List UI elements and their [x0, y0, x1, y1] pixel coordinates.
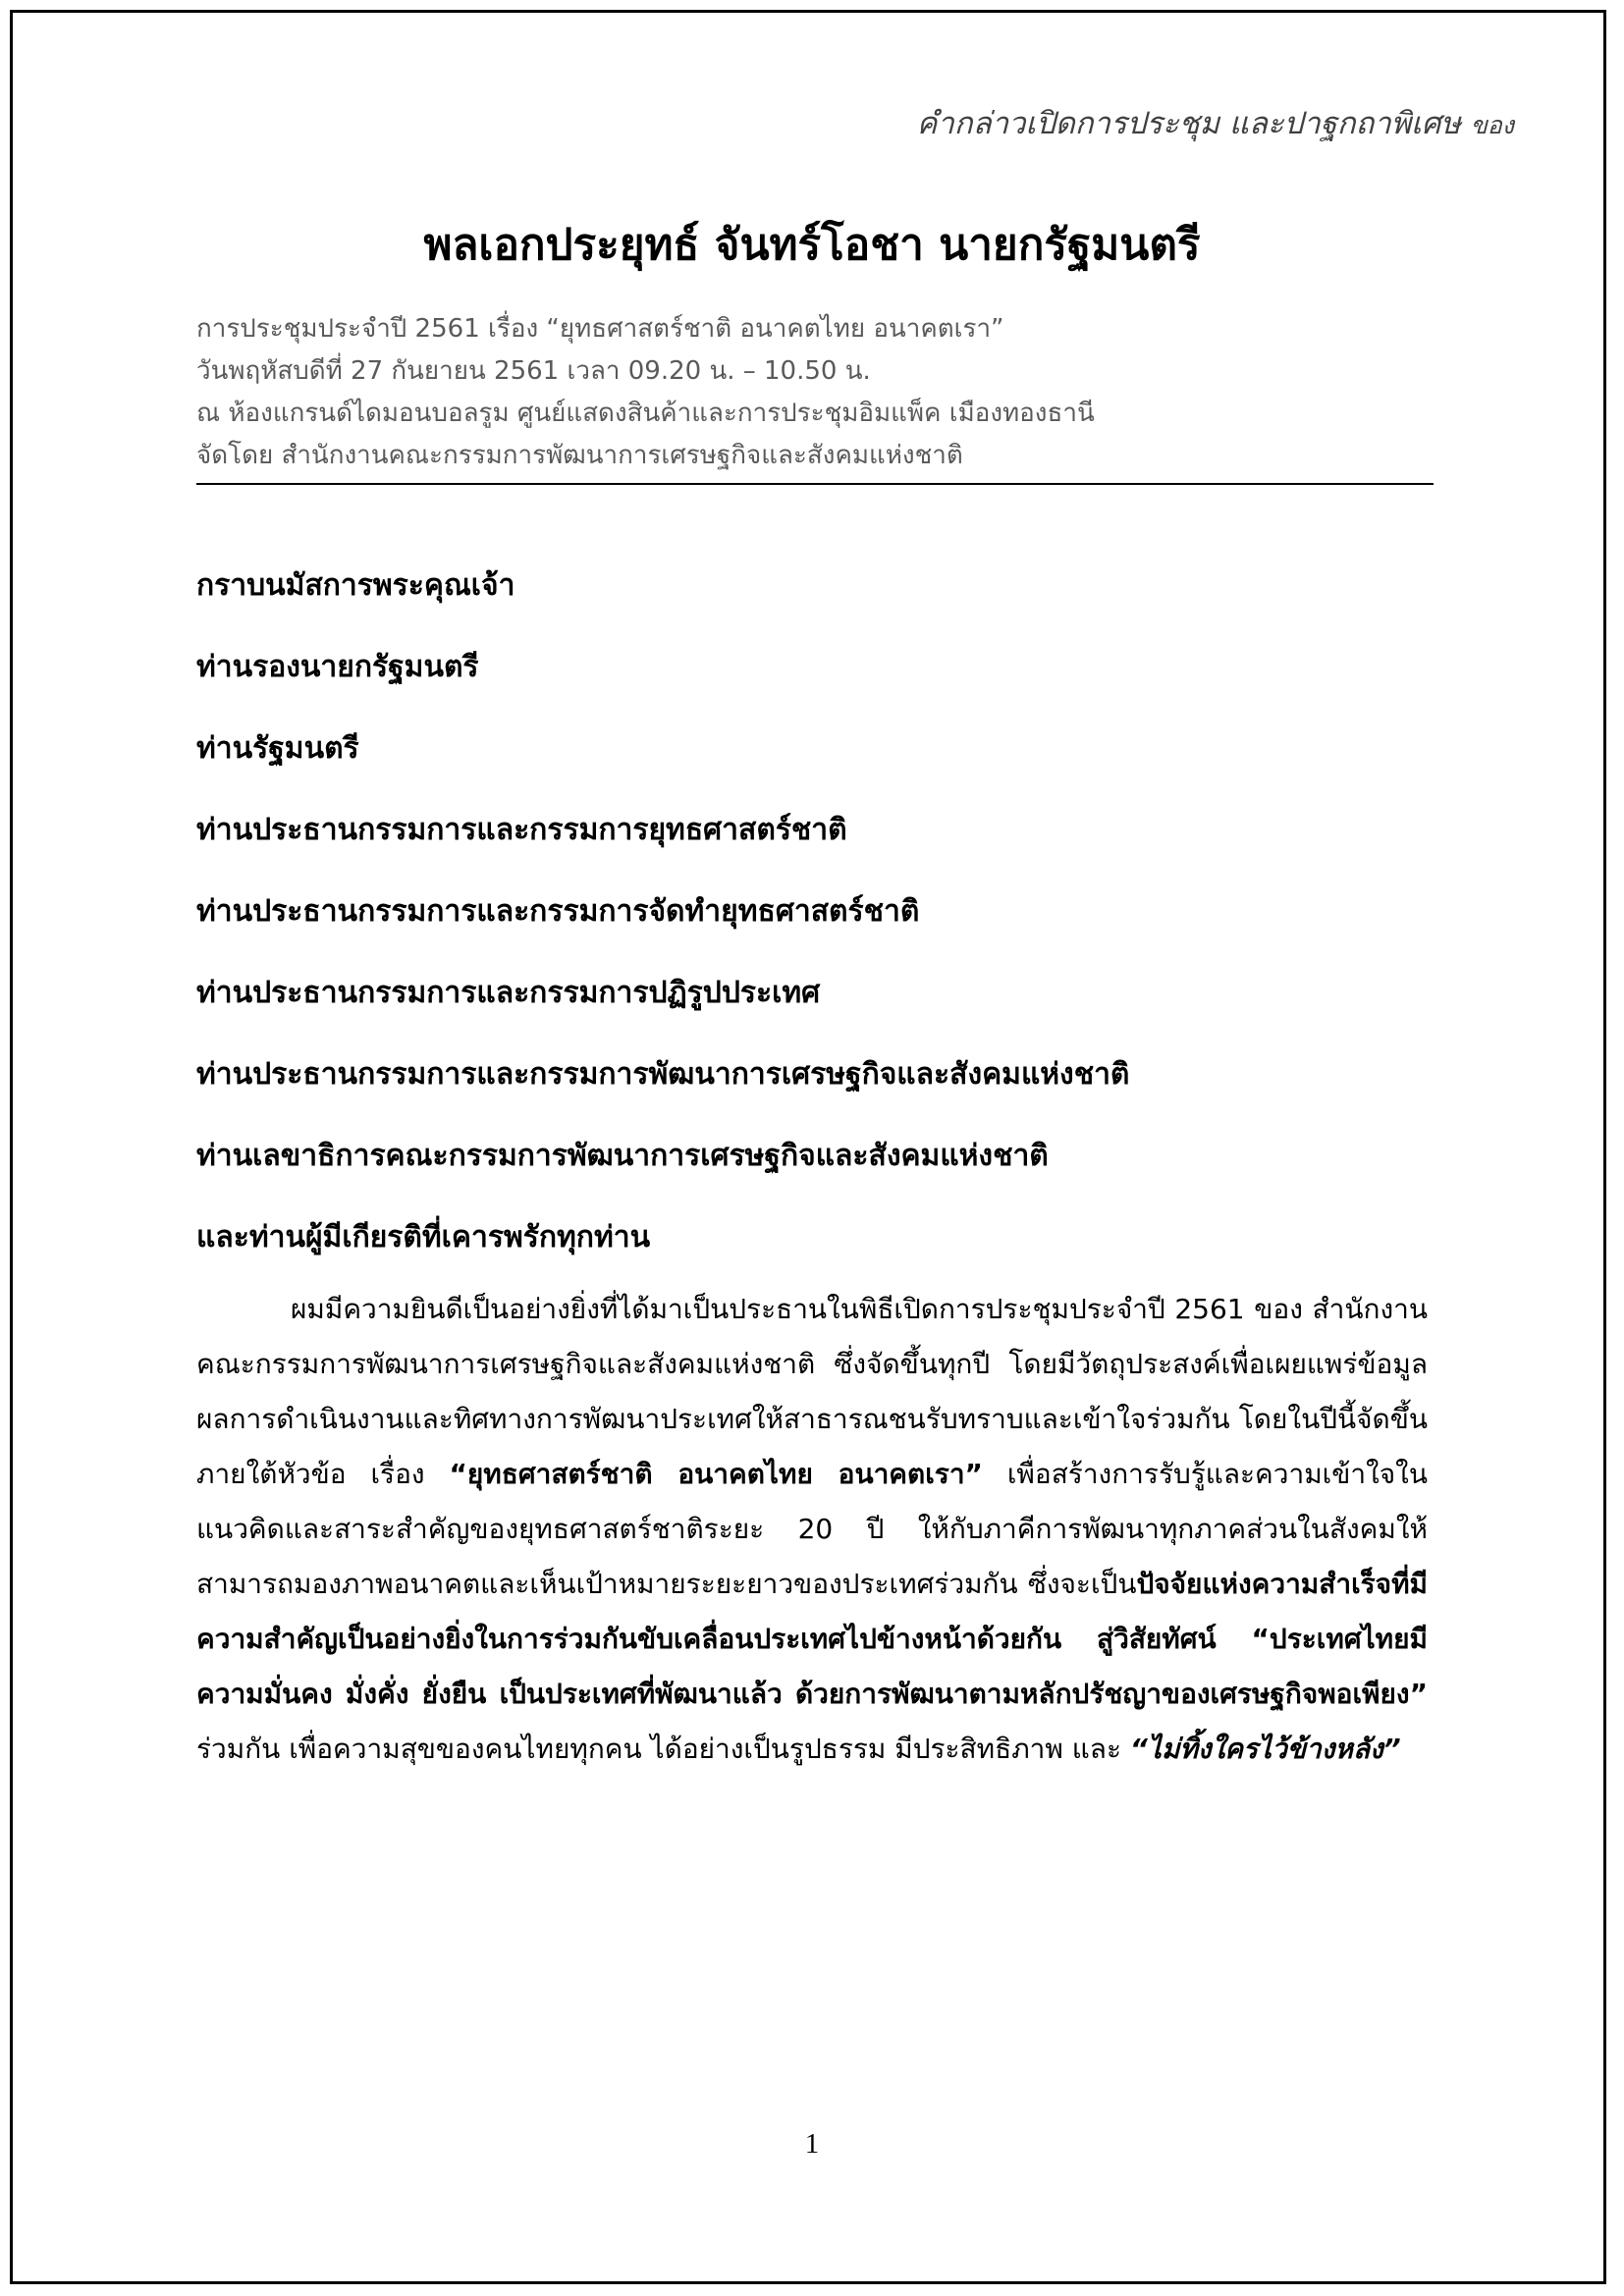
caption-suffix: ของ: [1470, 111, 1514, 139]
salutation-list: [196, 545, 1434, 1278]
body-text-segment: ร่วมกัน เพื่อความสุขของคนไทยทุกคน ได้อย่างเป็นรูปธรรม มีประสิทธิภาพ และ: [196, 1733, 1130, 1765]
event-meeting-line: การประชุมประจำปี 2561 เรื่อง “ยุทธศาสตร์ชาติ อนาคตไทย อนาคตเรา”: [196, 314, 1004, 344]
caption-text: คำกล่าวเปิดการประชุม และปาฐกถาพิเศษ: [916, 106, 1461, 141]
speech-body-paragraph: [196, 1282, 1428, 1777]
salutation-item: ท่านรองนายกรัฐมนตรี: [196, 650, 479, 684]
salutation-item: กราบนมัสการพระคุณเจ้า: [196, 568, 515, 603]
body-bold-segment: “ยุทธศาสตร์ชาติ อนาคตไทย อนาคตเรา”: [449, 1458, 983, 1490]
salutation-item: และท่านผู้มีเกียรติที่เคารพรักทุกท่าน: [196, 1220, 651, 1255]
salutation-item: ท่านประธานกรรมการและกรรมการจัดทำยุทธศาสตร์ชาติ: [196, 894, 920, 929]
event-organizer-line: จัดโดย สำนักงานคณะกรรมการพัฒนาการเศรษฐกิจและสังคมแห่งชาติ: [196, 441, 963, 470]
document-caption: [917, 98, 1514, 147]
event-venue-line: ณ ห้องแกรนด์ไดมอนบอลรูม ศูนย์แสดงสินค้าและการประชุมอิมแพ็ค เมืองทองธานี: [196, 399, 1095, 428]
salutation-item: ท่านประธานกรรมการและกรรมการพัฒนาการเศรษฐกิจและสังคมแห่งชาติ: [196, 1057, 1130, 1092]
event-date-line: วันพฤหัสบดีที่ 27 กันยายน 2561 เวลา 09.20 น. – 10.50 น.: [196, 356, 871, 386]
event-info-block: [196, 308, 1434, 485]
body-text-segment: ผมมีความยินดีเป็นอย่างยิ่งที่ได้มาเป็นประธานในพิธีเปิดการประชุมประจำปี 2561 ของ สำนักงานคณะกรรมการพัฒนาการเศรษฐกิจและสังคมแห่งชาติ ซึ่งจัดขึ้นทุกปี โดยมีวัตถุประสงค์เพื่อเผยแพร่ข้อมูลผลการดำเนินงานและทิศทางการพัฒนาประเทศให้สาธารณชนรับทราบและเข้าใจร่วมกัน โดยในปีนี้จัดขึ้นภายใต้หัวข้อ เรื่อง: [196, 1293, 1428, 1490]
body-bold-italic-segment: “ไม่ทิ้งใครไว้ข้างหลัง”: [1129, 1733, 1401, 1765]
salutation-item: ท่านเลขาธิการคณะกรรมการพัฒนาการเศรษฐกิจและสังคมแห่งชาติ: [196, 1139, 1049, 1173]
salutation-item: ท่านประธานกรรมการและกรรมการยุทธศาสตร์ชาติ: [196, 813, 847, 847]
page-number: 1: [804, 2128, 820, 2160]
body-text-segment: เพื่อสร้างการรับรู้และความเข้าใจในแนวคิดและสาระสำคัญของยุทธศาสตร์ชาติระยะ 20 ปี ให้กับภาคีการพัฒนาทุกภาคส่วนในสังคมให้สามารถมองภาพอนาคตและเห็นเป้าหมายระยะยาวของประเทศร่วมกัน ซึ่งจะเป็น: [196, 1458, 1428, 1600]
body-bold-segment: ปัจจัยแห่งความสำเร็จที่มีความสำคัญเป็นอย่างยิ่งในการร่วมกันขับเคลื่อนประเทศไปข้างหน้าด้วยกัน สู่วิสัยทัศน์ “ประเทศไทยมีความมั่นคง มั่งคั่ง ยั่งยืน เป็นประเทศที่พัฒนาแล้ว ด้วยการพัฒนาตามหลักปรัชญาของเศรษฐกิจพอเพียง”: [196, 1568, 1428, 1710]
salutation-item: ท่านรัฐมนตรี: [196, 731, 359, 766]
salutation-item: ท่านประธานกรรมการและกรรมการปฏิรูปประเทศ: [196, 976, 821, 1010]
speaker-title: พลเอกประยุทธ์ จันทร์โอชา นายกรัฐมนตรี: [423, 220, 1201, 270]
